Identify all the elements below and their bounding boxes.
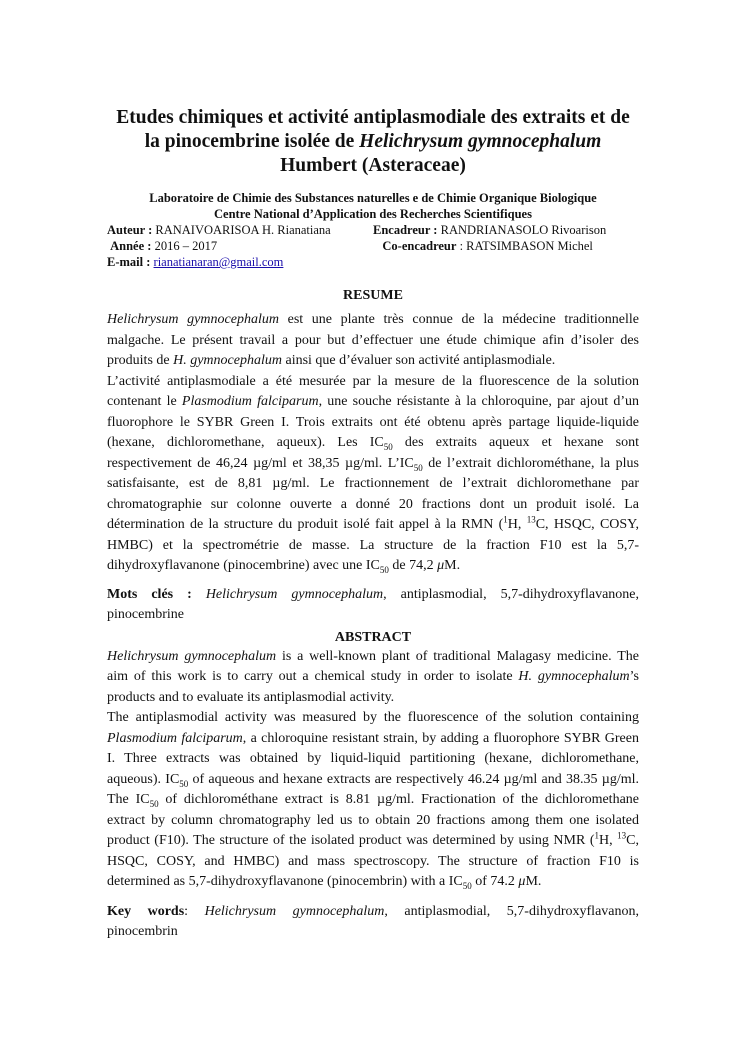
author-block [107,222,639,270]
author-label: Auteur : [107,223,153,237]
abstract-p2-text-h: M. [525,874,542,889]
keywords-colon: : [184,903,189,919]
resume-p2-text-a: L’activité antiplasmodiale a été mesurée par la mesure de la fluorescence de la solution contenant le [107,373,639,409]
supervisor-label: Encadreur : [373,223,438,237]
subscript-50: 50 [383,441,393,452]
abstract-p2-text-g: of 74.2 [471,874,519,889]
superscript-13: 13 [526,514,536,525]
document-page [107,106,639,943]
mu-symbol: μ [518,874,526,889]
laboratory-affiliation [107,190,639,222]
subscript-50: 50 [413,462,423,473]
email-link[interactable]: rianatianaran@gmail.com [153,255,284,269]
mu-symbol: μ [437,558,445,573]
keywords-rest: , antiplasmodial, 5,7-dihydroxyflavanone, pinocembrine [107,586,639,622]
resume-p2-text-d: de l’extrait dichlorométhane, la plus satisfaisante, est de 8,81 µg/ml. Le fractionnement de l’extrait dichloromethane par chromatographie sur colonne ouverte a donné 20 fractions dont un produit isolé. La détermination de la structure du produit isolé fait appel à la RMN ( [107,455,639,532]
title-species: Helichrysum gymnocephalum [359,131,602,152]
resume-p1-text-a: est une plante très connue de la médecine traditionnelle malgache. Le présent travail a pour but d’effectuer une étude chimique afin d’isoler des produits de [107,312,639,368]
abstract-species-short: H. gymnocephalum [518,669,630,684]
resume-p2-text-e: H, [507,517,527,532]
superscript-1: 1 [594,830,599,841]
resume-species-short: H. gymnocephalum [173,353,282,368]
abstract-keywords [107,902,639,943]
resume-p2-text-h: M. [444,558,461,573]
subscript-50: 50 [149,798,159,809]
abstract-heading: ABSTRACT [334,629,412,645]
year-label: Année : [110,239,152,253]
resume-keywords [107,585,639,626]
abstract-p2-text-a: The antiplasmodial activity was measured by the fluorescence of the solution containing [107,710,639,725]
abstract-p1-text-b: ’s products and to evaluate its antiplasmodial activity. [107,669,639,705]
resume-plasmodium: Plasmodium falciparum [181,394,319,409]
resume-p2-text-g: de 74,2 [388,558,438,573]
lab-line-1: Laboratoire de Chimie des Substances naturelles e de Chimie Organique Biologique [149,191,597,205]
resume-species: Helichrysum gymnocephalum [107,312,279,327]
abstract-paragraph-1 [107,647,639,709]
cosupervisor-name: : RATSIMBASON Michel [459,239,593,253]
abstract-p2-text-d: of dichlorométhane extract is 8.81 µg/ml. Fractionation of the dichloromethane extract by column chromatography led us to obtain 20 fractions among them one isolated product (F10). The structure of the isolated product was determined by using NMR ( [107,792,640,848]
abstract-p2-text-f: C, HSQC, COSY, and HMBC) and mass spectroscopy. The structure of fraction F10 is determined as 5,7-dihydroxyflavanone (pinocembrin) with a IC [107,833,639,889]
resume-paragraph-2 [107,372,639,577]
abstract-plasmodium: Plasmodium falciparum [107,730,243,746]
subscript-50: 50 [379,564,389,575]
abstract-paragraph-2 [107,708,639,893]
lab-line-2: Centre National d’Application des Recherches Scientifiques [214,207,532,221]
email-label: E-mail : [107,255,151,269]
title-line-1: Etudes chimiques et activité antiplasmodiale des extraits et de [116,107,630,128]
keywords-label: Mots clés : [107,586,192,602]
supervisor-name: RANDRIANASOLO Rivoarison [440,223,607,237]
resume-p2-text-b: , une souche résistante à la chloroquine, par ajout d’un fluorophore le SYBR Green I. Trois extraits ont été obtenu après partage liquide-liquide (hexane, dichloromethane, aqueux). Les IC [107,394,639,450]
resume-paragraph-1 [107,310,639,372]
title-line-3: Humbert (Asteraceae) [280,155,466,176]
abstract-p1-text-a: is a well-known plant of traditional Malagasy medicine. The aim of this work is to carry out a chemical study in order to isolate [107,648,639,684]
keywords-rest: , antiplasmodial, 5,7-dihydroxyflavanon, pinocembrin [107,903,640,939]
abstract-p2-text-e: H, [599,833,618,848]
abstract-p2-text-b: , a chloroquine resistant strain, by adding a fluorophore SYBR Green I. Three extracts was obtained by liquid-liquid partitioning (hexane, dichloromethane, aqueous). IC [107,730,639,787]
resume-p2-text-f: C, HSQC, COSY, HMBC) et la spectrométrie de masse. La structure de la fraction F10 est la 5,7-dihydroxyflavanone (pinocembrine) avec une IC [107,517,639,573]
resume-p1-text-b: ainsi que d’évaluer son activité antiplasmodiale. [281,353,556,368]
cosupervisor-label: Co-encadreur [382,239,457,253]
subscript-50: 50 [179,778,189,789]
abstract-species: Helichrysum gymnocephalum [107,648,277,664]
paper-title [107,106,639,178]
resume-p2-text-c: des extraits aqueux et hexane sont respectivement de 46,24 µg/ml et 38,35 µg/ml. L’IC [107,435,639,471]
keywords-label: Key words [107,903,185,919]
title-line-2-prefix: la pinocembrine isolée de [144,131,360,152]
keywords-species: Helichrysum gymnocephalum [205,586,384,602]
abstract-p2-text-c: of aqueous and hexane extracts are respectively 46.24 µg/ml and 38.35 µg/ml. The IC [107,771,639,807]
keywords-species: Helichrysum gymnocephalum [204,903,385,919]
year-value: 2016 – 2017 [154,239,218,253]
superscript-13: 13 [617,830,627,841]
subscript-50: 50 [462,880,472,891]
superscript-1: 1 [503,514,508,525]
resume-heading: RESUME [343,288,403,303]
author-name: RANAIVOARISOA H. Rianatiana [155,223,331,237]
